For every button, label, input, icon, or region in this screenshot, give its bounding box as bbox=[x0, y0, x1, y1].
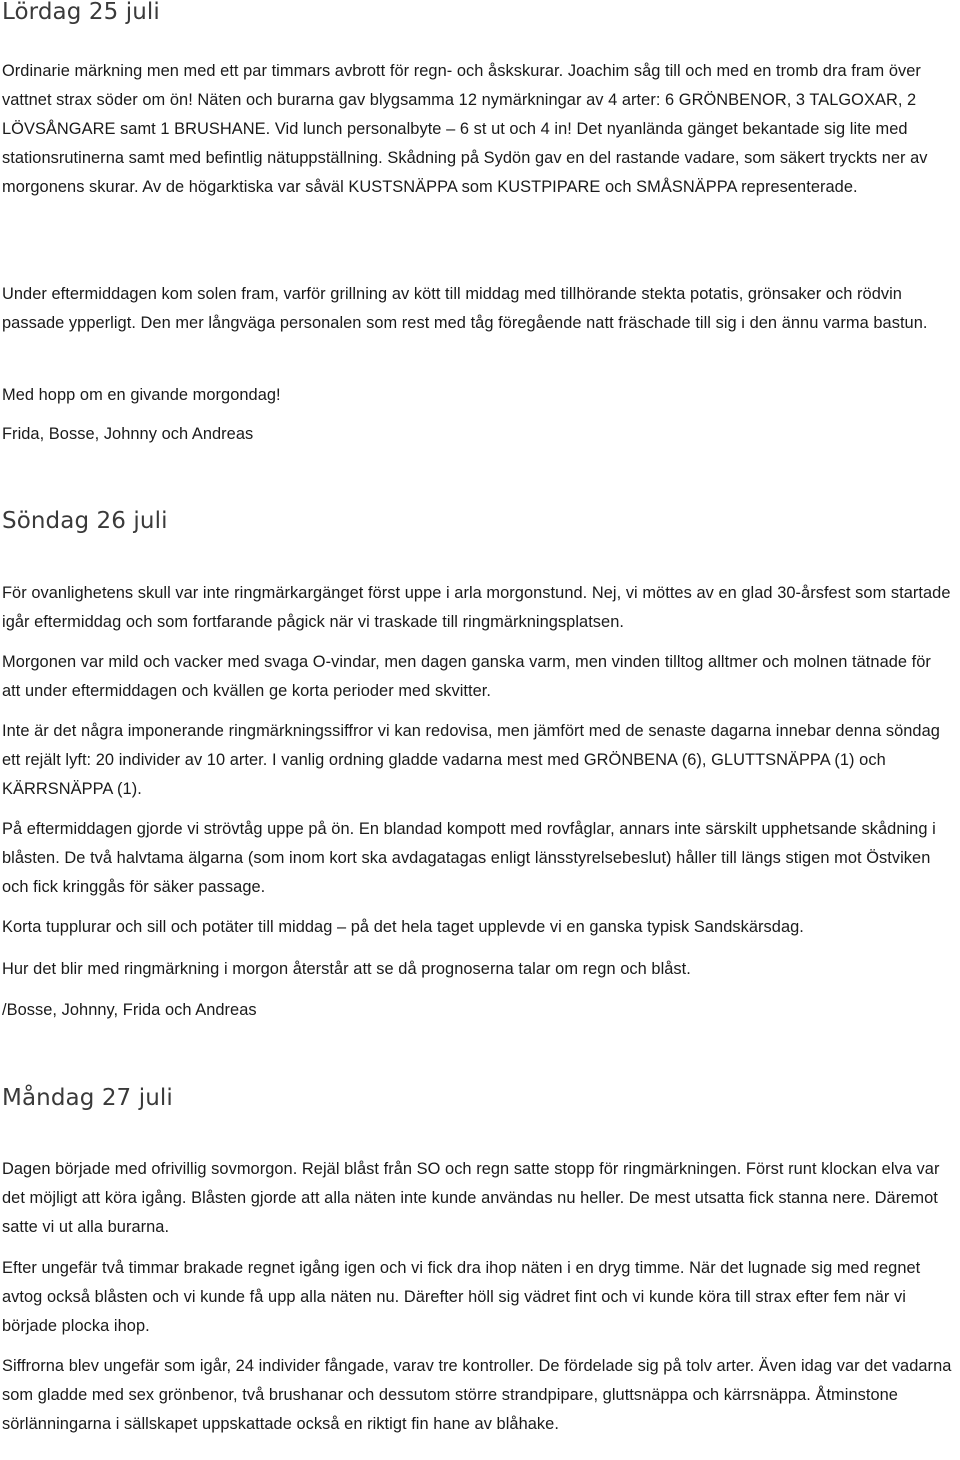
paragraph: För ovanlighetens skull var inte ringmärkargänget först uppe i arla morgonstund. Nej, vi möttes av en glad 30-årsfest som startade igår eftermiddag och som fortfarande pågick när vi traskade till ringmärkningsplatsen. bbox=[2, 584, 951, 631]
paragraph: Siffrorna blev ungefär som igår, 24 individer fångade, varav tre kontroller. De fördelade sig på tolv arter. Även idag var det vadarna som gladde med sex grönbenor, två brushanar och dessutom större strandpipare, gluttsnäppa och kärrsnäppa. Åtminstone sörlänningarna i sällskapet uppskattade också en riktigt fin hane av blåhake. bbox=[2, 1357, 952, 1433]
day-heading-sondag: Söndag 26 juli bbox=[2, 508, 168, 534]
paragraph: Dagen började med ofrivillig sovmorgon. Rejäl blåst från SO och regn satte stopp för ringmärkningen. Först runt klockan elva var det möjligt att köra igång. Blåsten gjorde att alla näten inte kunde användas nu heller. De mest utsatta fick stanna nere. Däremot satte vi ut alla burarna. bbox=[2, 1160, 940, 1236]
paragraph: Ordinarie märkning men med ett par timmars avbrott för regn- och åskskurar. Joachim såg till och med en tromb dra fram över vattnet strax söder om ön! Näten och burarna gav blygsamma 12 nymärkningar av 4 arter: 6 GRÖNBENOR, 3 TALGOXAR, 2 LÖVSÅNGARE samt 1 BRUSHANE. Vid lunch personalbyte – 6 st ut och 4 in! Det nyanlända gänget bekantade sig lite med stationsrutinerna samt med befintlig nätuppställning. Skådning på Sydön gav en del rastande vadare, som säkert tryckts ner av morgonens skurar. Av de högarktiska var såväl KUSTSNÄPPA som KUSTPIPARE och SMÅSNÄPPA representerade. bbox=[2, 62, 928, 196]
signature: /Bosse, Johnny, Frida och Andreas bbox=[2, 1001, 257, 1019]
signature: Frida, Bosse, Johnny och Andreas bbox=[2, 425, 254, 443]
day-heading-lordag: Lördag 25 juli bbox=[2, 0, 160, 25]
paragraph: Korta tupplurar och sill och potäter till middag – på det hela taget upplevde vi en ganska typisk Sandskärsdag. bbox=[2, 918, 804, 936]
paragraph: Efter ungefär två timmar brakade regnet igång igen och vi fick dra ihop näten i en dryg timme. När det lugnade sig med regnet avtog också blåsten och vi kunde få upp alla näten nu. Därefter höll sig vädret fint och vi kunde köra till strax efter fem när vi började plocka ihop. bbox=[2, 1259, 921, 1335]
paragraph: Under eftermiddagen kom solen fram, varför grillning av kött till middag med tillhörande stekta potatis, grönsaker och rödvin passade ypperligt. Den mer långväga personalen som rest med tåg föregående natt fräschade till sig i den ännu varma bastun. bbox=[2, 285, 928, 332]
paragraph: Morgonen var mild och vacker med svaga O-vindar, men dagen ganska varm, men vinden tilltog alltmer och molnen tätnade för att under eftermiddagen och kvällen ge korta perioder med skvitter. bbox=[2, 653, 931, 700]
day-heading-mandag: Måndag 27 juli bbox=[2, 1085, 173, 1111]
paragraph: Inte är det några imponerande ringmärkningssiffror vi kan redovisa, men jämfört med de senaste dagarna innebar denna söndag ett rejält lyft: 20 individer av 10 arter. I vanlig ordning gladde vadarna mest med GRÖNBENA (6), GLUTTSNÄPPA (1) och KÄRRSNÄPPA (1). bbox=[2, 722, 940, 798]
paragraph: Hur det blir med ringmärkning i morgon återstår att se då prognoserna talar om regn och blåst. bbox=[2, 960, 691, 978]
paragraph: Med hopp om en givande morgondag! bbox=[2, 386, 281, 404]
paragraph: På eftermiddagen gjorde vi strövtåg uppe på ön. En blandad kompott med rovfåglar, annars inte särskilt upphetsande skådning i blåsten. De två halvtama älgarna (som inom kort ska avdagatagas enligt länsstyrelsebeslut) håller till längs stigen mot Östviken och fick kringgås för säker passage. bbox=[2, 820, 936, 896]
